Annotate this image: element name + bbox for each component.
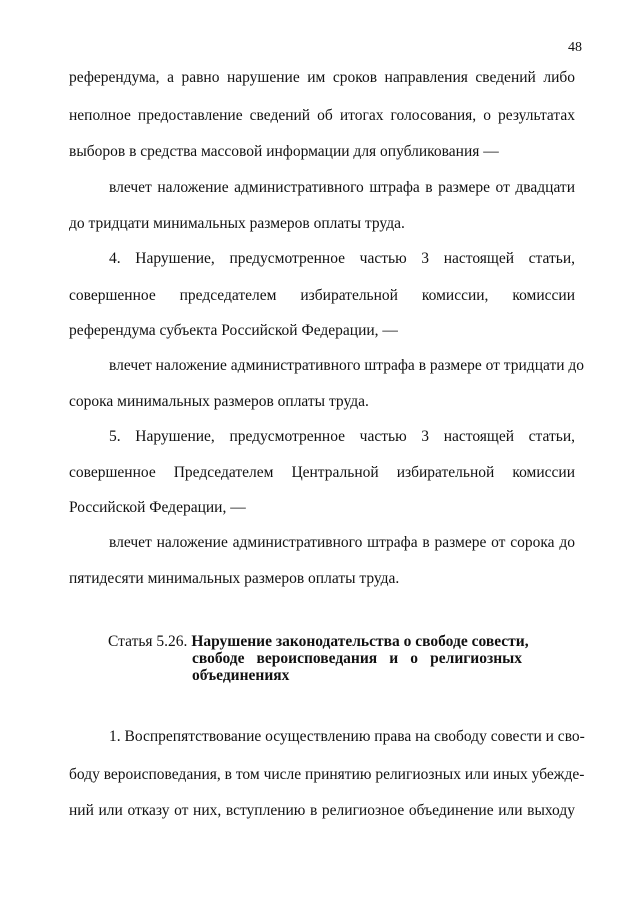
text-line: сорока минимальных размеров оплаты труда. — [69, 393, 369, 410]
text-line: боду вероисповедания, в том числе принятию религиозных или иных убежде- — [69, 766, 585, 783]
text-line: референдума, а равно нарушение им сроков направления сведений либо — [69, 69, 575, 86]
text-line: совершенное председателем избирательной комиссии, комиссии — [69, 287, 575, 304]
text-line: влечет наложение административного штрафа в размере от двадцати — [109, 179, 575, 196]
article-title-line: свободе вероисповедания и о религиозных — [192, 650, 522, 667]
text-line: влечет наложение административного штрафа в размере от тридцати до — [109, 357, 585, 374]
text-line: выборов в средства массовой информации для опубликования — — [69, 143, 499, 160]
article-label: Статья 5.26. — [108, 633, 188, 650]
text-line: Российской Федерации, — — [69, 499, 246, 516]
text-line: влечет наложение административного штрафа в размере от сорока до — [109, 534, 575, 551]
text-line: совершенное Председателем Центральной избирательной комиссии — [69, 464, 575, 481]
text-line: 5. Нарушение, предусмотренное частью 3 настоящей статьи, — [109, 428, 575, 445]
text-line: референдума субъекта Российской Федерации, — — [69, 322, 398, 339]
article-title-line: объединениях — [192, 667, 290, 684]
text-line: 4. Нарушение, предусмотренное частью 3 настоящей статьи, — [109, 250, 575, 267]
page-number: 48 — [568, 40, 582, 55]
text-line: неполное предоставление сведений об итогах голосования, о результатах — [69, 107, 575, 124]
article-heading — [108, 633, 548, 684]
text-line: до тридцати минимальных размеров оплаты труда. — [69, 215, 405, 232]
text-line: пятидесяти минимальных размеров оплаты труда. — [69, 570, 400, 587]
article-title-line: Нарушение законодательства о свободе совести, — [191, 633, 529, 650]
text-line: ний или отказу от них, вступлению в религиозное объединение или выходу — [69, 802, 575, 819]
text-line: 1. Воспрепятствование осуществлению права на свободу совести и сво- — [109, 728, 585, 745]
